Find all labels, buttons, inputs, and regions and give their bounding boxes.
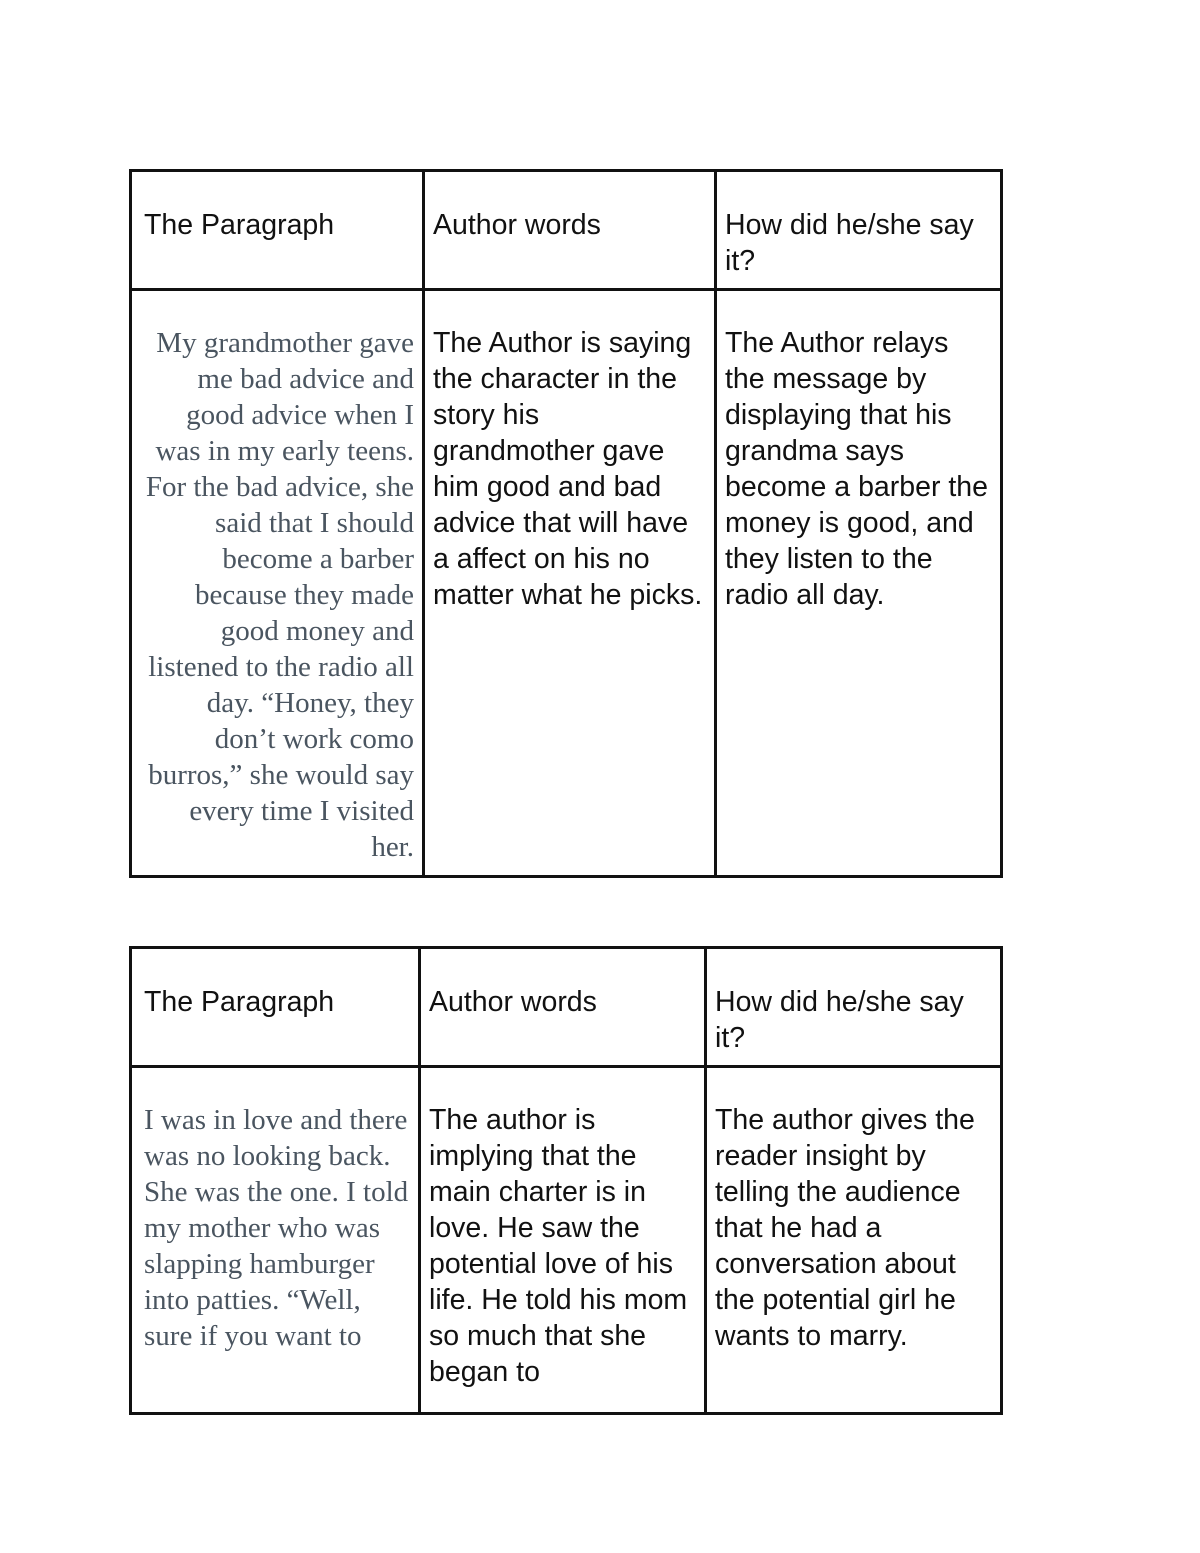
paragraph-text: I was in love and there was no looking back. She was the one. I told my mother who was slapping hamburger into patties. “Well, sure if you want to <box>131 1067 420 1414</box>
table-row <box>131 1067 1002 1414</box>
author-words-text: The author is implying that the main charter is in love. He saw the potential love of his life. He told his mom so much that she began to <box>420 1067 706 1414</box>
header-author-words: Author words <box>424 171 716 290</box>
paragraph-text: My grandmother gave me bad advice and good advice when I was in my early teens. For the bad advice, she said that I should become a barber because they made good money and listened to the radio all day. “Honey, they don’t work como burros,” she would say every time I visited her. <box>131 290 424 877</box>
analysis-table-1 <box>129 169 1003 878</box>
table-row <box>131 290 1002 877</box>
header-paragraph: The Paragraph <box>131 948 420 1067</box>
how-said-text: The Author relays the message by displaying that his grandma says become a barber the money is good, and they listen to the radio all day. <box>716 290 1002 877</box>
analysis-table-2 <box>129 946 1003 1415</box>
header-how-said: How did he/she say it? <box>706 948 1002 1067</box>
how-said-text: The author gives the reader insight by telling the audience that he had a conversation about the potential girl he wants to marry. <box>706 1067 1002 1414</box>
header-author-words: Author words <box>420 948 706 1067</box>
header-paragraph: The Paragraph <box>131 171 424 290</box>
table-header-row <box>131 948 1002 1067</box>
table-header-row <box>131 171 1002 290</box>
header-how-said: How did he/she say it? <box>716 171 1002 290</box>
author-words-text: The Author is saying the character in the story his grandmother gave him good and bad advice that will have a affect on his no matter what he picks. <box>424 290 716 877</box>
